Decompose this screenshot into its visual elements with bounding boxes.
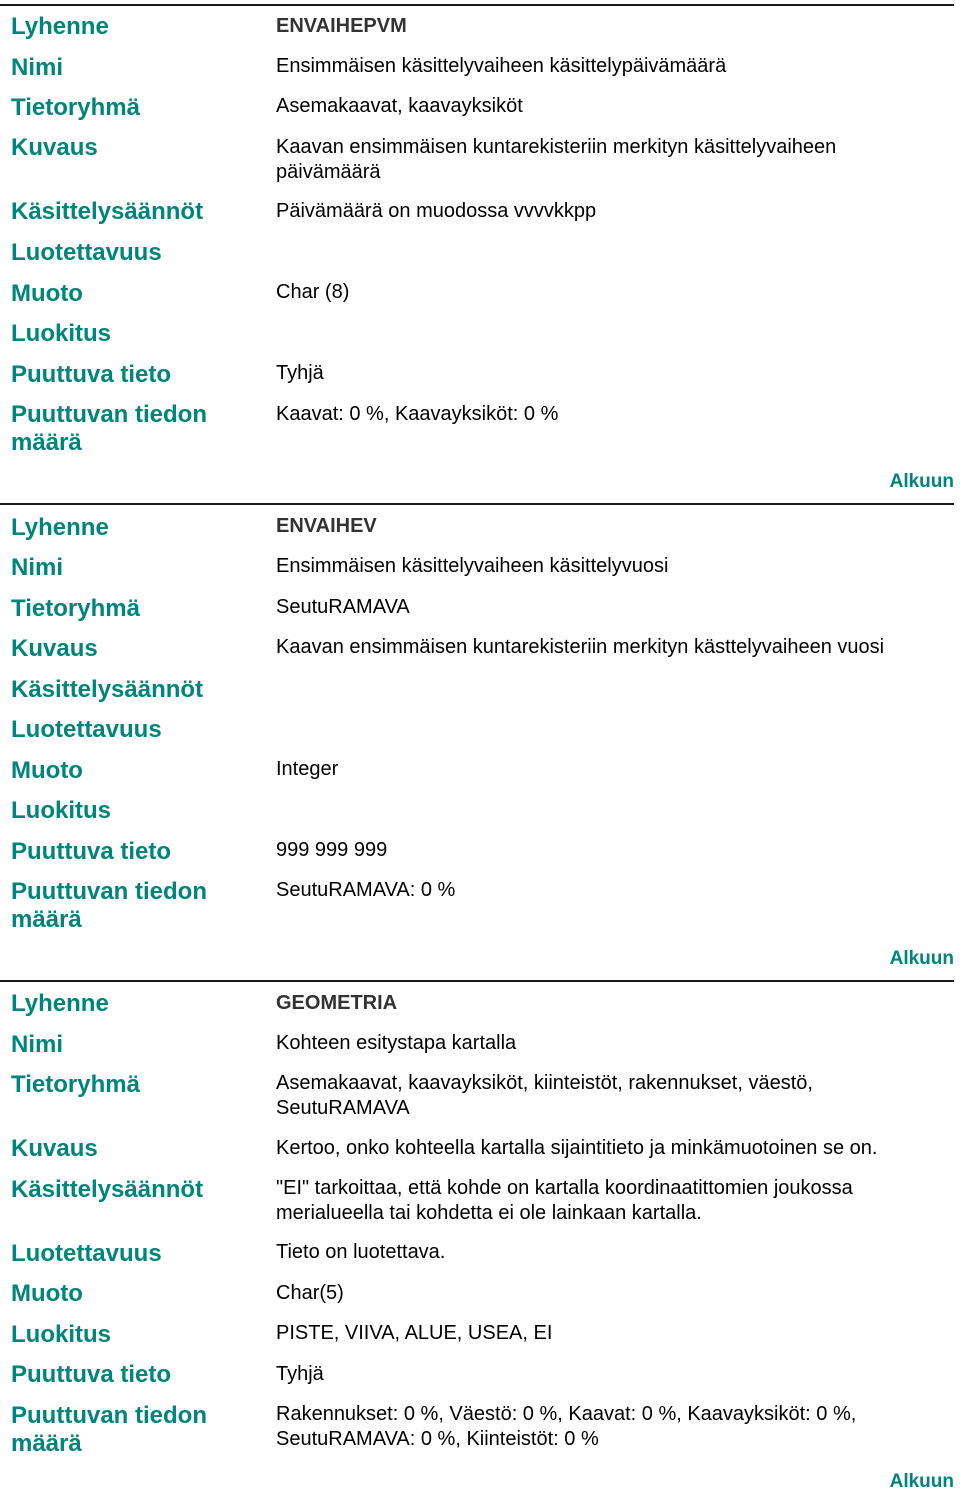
label-missing-amount [11,878,261,934]
field-abbreviation: GEOMETRIA [276,992,398,1014]
label-abbreviation: Lyhenne [11,990,109,1017]
label-missing-amount-line: Puuttuvan tiedon [11,401,207,428]
field-processing-rules: Päivämäärä on muodossa vvvvkkpp [276,200,597,222]
field-missing-value: Tyhjä [276,362,324,384]
field-reliability: Tieto on luotettava. [276,1241,446,1263]
field-name: Kohteen esitystapa kartalla [276,1032,517,1054]
field-data-group [276,1071,946,1121]
label-missing-amount-line: määrä [11,906,82,933]
label-missing-value: Puuttuva tieto [11,838,171,865]
label-classification: Luokitus [11,320,111,347]
label-reliability: Luotettavuus [11,1240,162,1267]
label-data-group: Tietoryhmä [11,1071,140,1098]
label-data-group: Tietoryhmä [11,94,140,121]
field-description [276,135,946,185]
field-name: Ensimmäisen käsittelyvaiheen käsittelyvuosi [276,555,669,577]
section-divider [0,503,954,505]
label-description: Kuvaus [11,635,98,662]
label-processing-rules: Käsittelysäännöt [11,1176,204,1203]
label-classification: Luokitus [11,797,111,824]
field-missing-amount: SeutuRAMAVA: 0 % [276,879,456,901]
section-divider [0,4,954,6]
label-data-group: Tietoryhmä [11,595,140,622]
label-missing-amount-line: määrä [11,1430,82,1457]
label-format: Muoto [11,1280,83,1307]
field-missing-value: 999 999 999 [276,839,388,861]
field-name: Ensimmäisen käsittelyvaiheen käsittelypäivämäärä [276,55,727,77]
field-format: Char (8) [276,281,350,303]
label-description: Kuvaus [11,1135,98,1162]
field-format: Char(5) [276,1282,344,1304]
field-missing-amount [276,1402,946,1452]
field-data-group: Asemakaavat, kaavayksiköt [276,95,523,117]
field-processing-rules-line: "EI" tarkoittaa, että kohde on kartalla koordinaatittomien joukossa [276,1177,853,1199]
label-missing-value: Puuttuva tieto [11,361,171,388]
label-missing-amount [11,401,261,457]
field-missing-amount-line: Rakennukset: 0 %, Väestö: 0 %, Kaavat: 0 %, Kaavayksiköt: 0 %, [276,1403,857,1425]
label-name: Nimi [11,54,64,81]
field-missing-amount: Kaavat: 0 %, Kaavayksiköt: 0 % [276,403,559,425]
label-description: Kuvaus [11,134,98,161]
label-reliability: Luotettavuus [11,716,162,743]
back-to-top-link[interactable]: Alkuun [889,948,954,969]
label-format: Muoto [11,280,83,307]
field-data-group: SeutuRAMAVA [276,596,410,618]
field-processing-rules [276,1176,946,1226]
label-reliability: Luotettavuus [11,239,162,266]
label-missing-amount-line: Puuttuvan tiedon [11,878,207,905]
field-missing-value: Tyhjä [276,1363,324,1385]
field-data-group-line: SeutuRAMAVA [276,1097,410,1119]
label-processing-rules: Käsittelysäännöt [11,198,204,225]
field-data-group-line: Asemakaavat, kaavayksiköt, kiinteistöt, rakennukset, väestö, [276,1072,813,1094]
field-classification: PISTE, VIIVA, ALUE, USEA, EI [276,1322,553,1344]
label-abbreviation: Lyhenne [11,13,109,40]
label-format: Muoto [11,757,83,784]
label-missing-amount [11,1402,261,1458]
label-name: Nimi [11,554,64,581]
field-description: Kaavan ensimmäisen kuntarekisteriin merkityn kästtelyvaiheen vuosi [276,636,885,658]
label-name: Nimi [11,1031,64,1058]
field-processing-rules-line: merialueella tai kohdetta ei ole lainkaan kartalla. [276,1202,702,1224]
section-divider [0,980,954,982]
label-abbreviation: Lyhenne [11,514,109,541]
label-classification: Luokitus [11,1321,111,1348]
field-abbreviation: ENVAIHEV [276,515,377,537]
field-missing-amount-line: SeutuRAMAVA: 0 %, Kiinteistöt: 0 % [276,1428,599,1450]
field-abbreviation: ENVAIHEPVM [276,15,407,37]
field-format: Integer [276,758,339,780]
field-description: Kertoo, onko kohteella kartalla sijaintitieto ja minkämuotoinen se on. [276,1137,878,1159]
label-missing-value: Puuttuva tieto [11,1361,171,1388]
label-processing-rules: Käsittelysäännöt [11,676,204,703]
field-description-line: Kaavan ensimmäisen kuntarekisteriin merkityn käsittelyvaiheen [276,136,837,158]
field-description-line: päivämäärä [276,161,381,183]
label-missing-amount-line: määrä [11,429,82,456]
back-to-top-link[interactable]: Alkuun [889,1471,954,1492]
back-to-top-link[interactable]: Alkuun [889,471,954,492]
label-missing-amount-line: Puuttuvan tiedon [11,1402,207,1429]
